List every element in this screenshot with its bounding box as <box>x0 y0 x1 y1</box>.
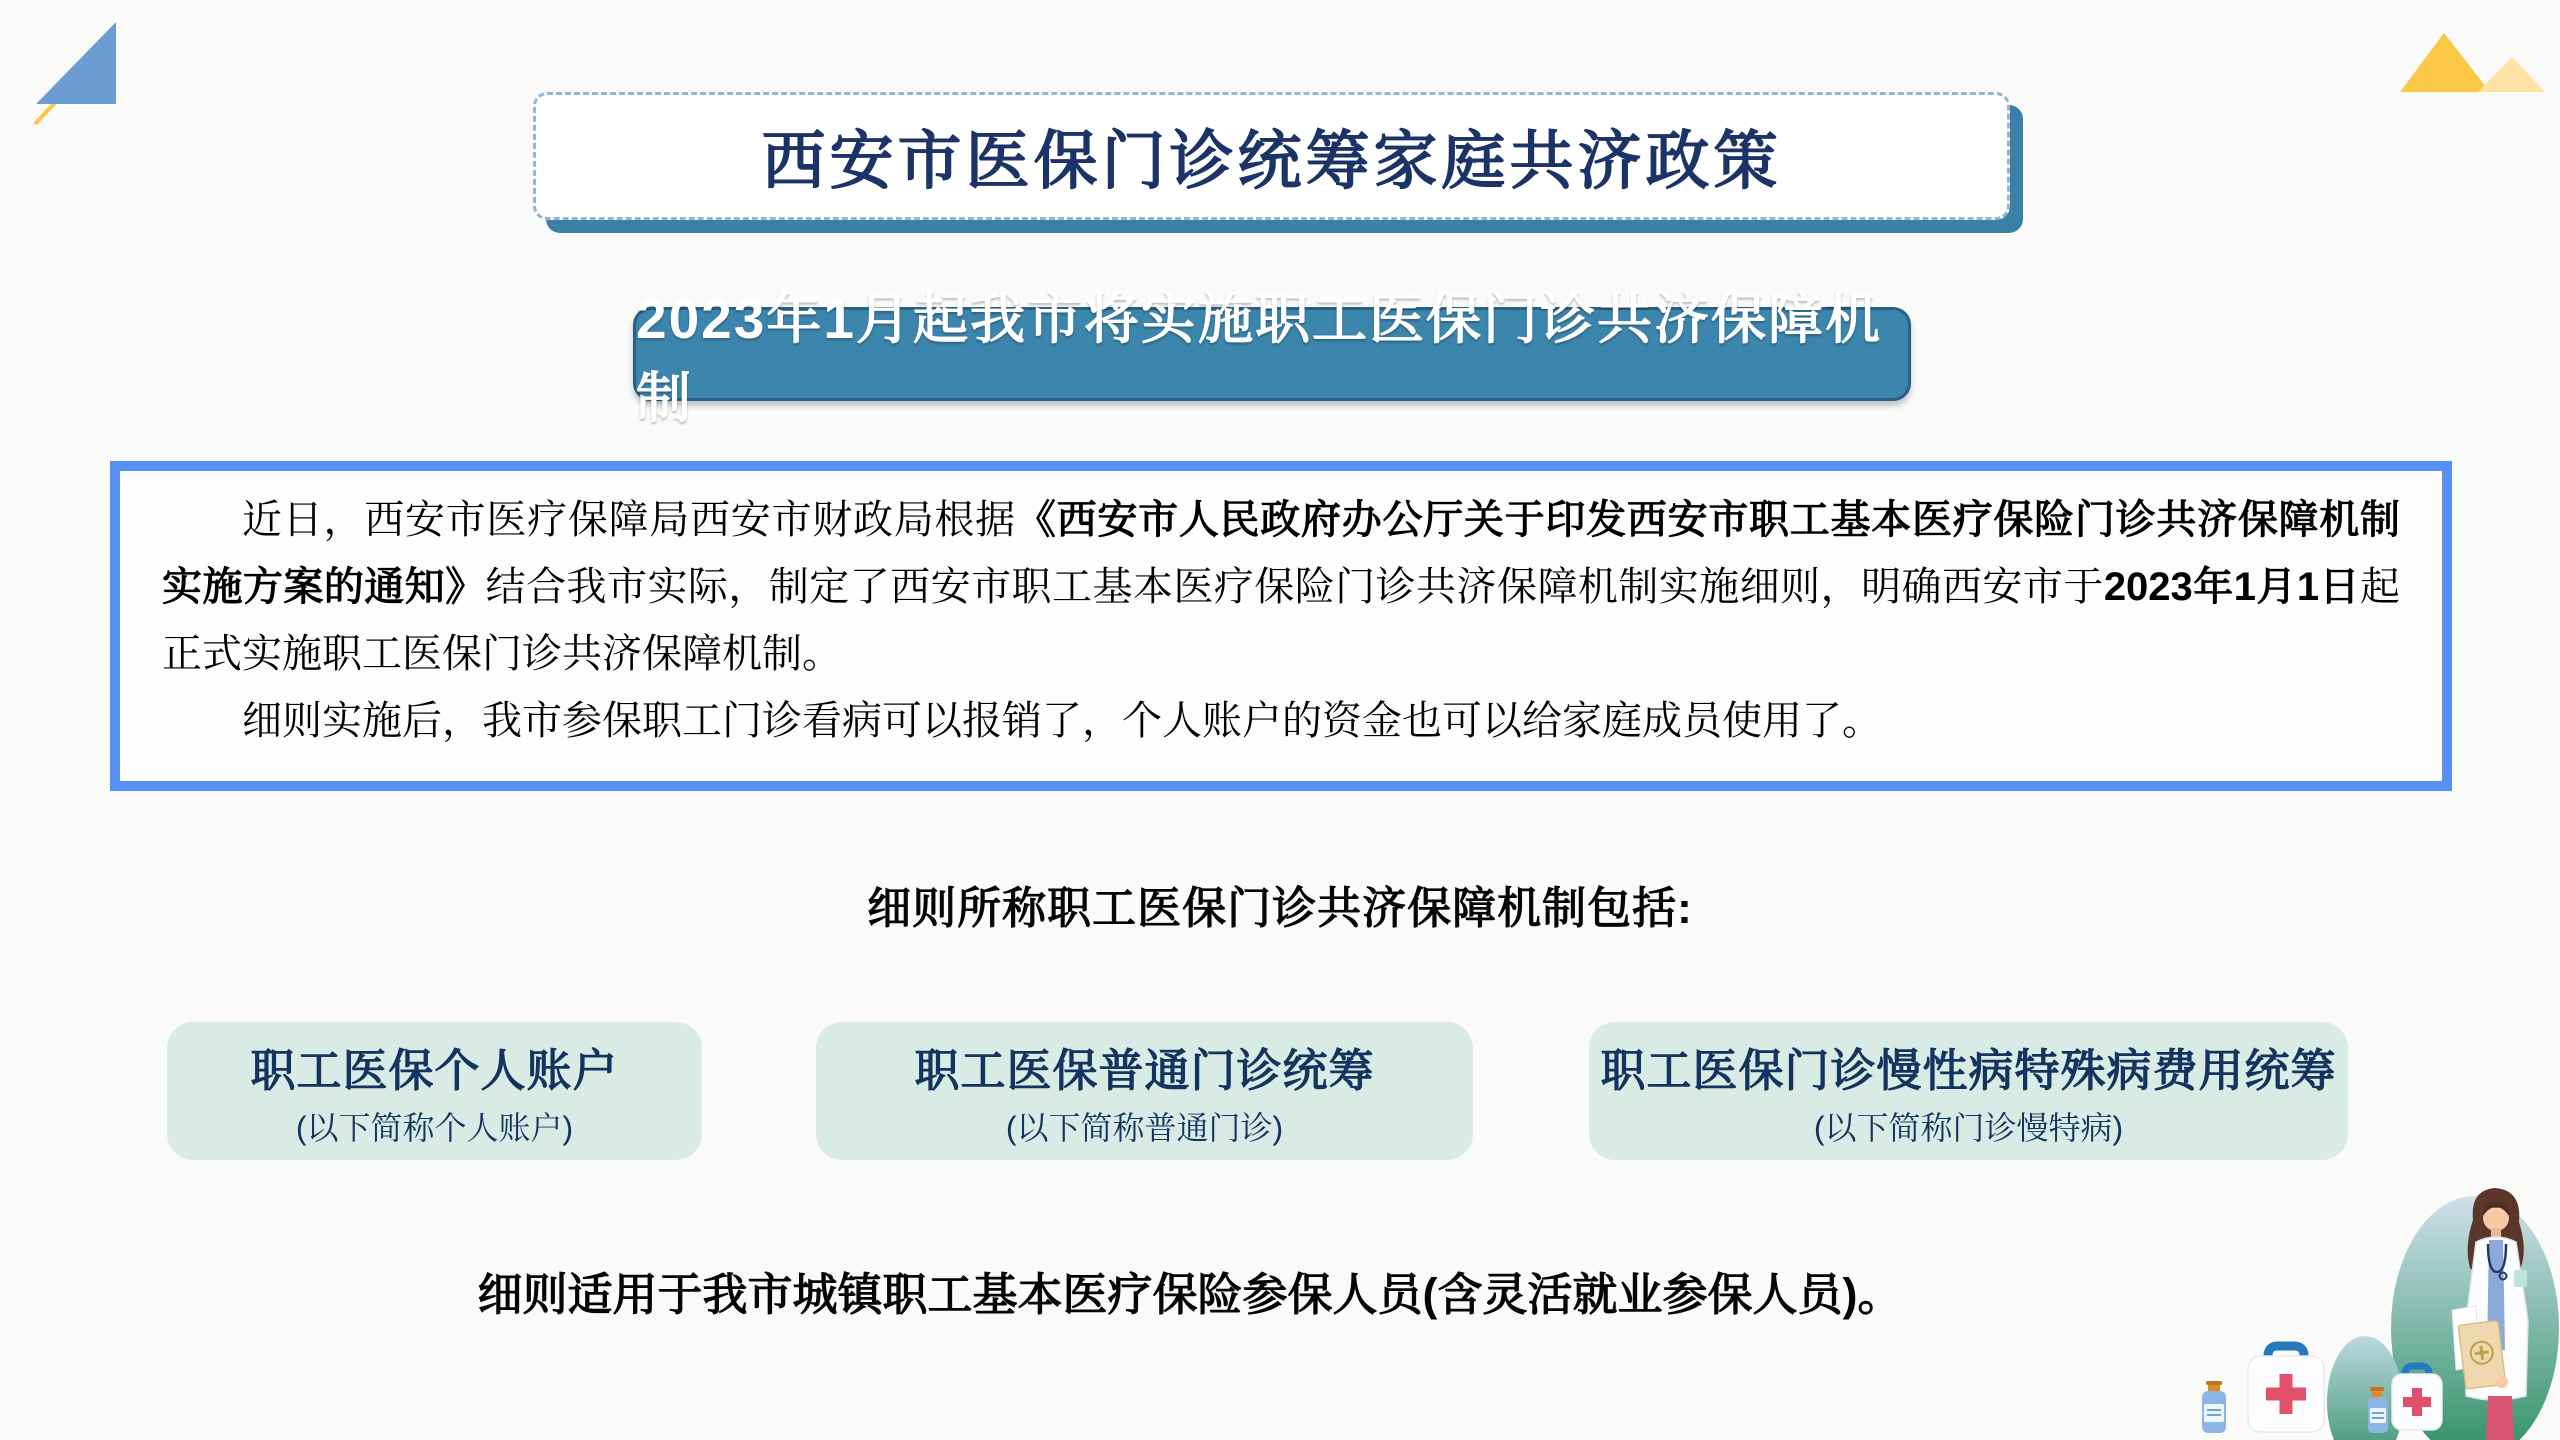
page-title: 西安市医保门诊统筹家庭共济政策 <box>761 125 1782 197</box>
notice-paragraph-2: 细则实施后，我市参保职工门诊看病可以报销了，个人账户的资金也可以给家庭成员使用了。 <box>242 699 1882 743</box>
notice-p1-tail: 起正式实施职工医保门诊共济保障机制。 <box>162 565 2401 676</box>
title-box <box>533 92 2010 220</box>
card-title: 职工医保门诊慢性病特殊病费用统筹 <box>1600 1044 2337 1096</box>
subtitle-banner-text: 2023年1月起我市将实施职工医保门诊共济保障机制 <box>636 288 1882 429</box>
card-subtitle: (以下简称个人账户) <box>295 1109 574 1146</box>
footer-note: 细则适用于我市城镇职工基本医疗保险参保人员(含灵活就业参保人员)。 <box>477 1269 1903 1320</box>
blue-triangle-icon <box>28 14 128 134</box>
doctor-illustration <box>2190 1160 2560 1440</box>
notice-p1-date: 2023年1月1日 <box>2103 565 2361 609</box>
first-aid-kit-icon <box>2248 1346 2324 1432</box>
first-aid-kit-icon <box>2392 1366 2442 1430</box>
yellow-mountains-icon <box>2393 26 2553 98</box>
notice-p1-doc-title: 《西安市人民政府办公厅关于印发西安市职工基本医疗保险门诊共济保障机制实施方案的通知》 <box>162 498 2401 609</box>
notice-p1-mid: 结合我市实际，制定了西安市职工基本医疗保险门诊共济保障机制实施细则，明确西安市于 <box>485 565 2104 609</box>
card-chronic-special-disease <box>1589 1022 2348 1160</box>
medicine-bottle-icon <box>2202 1381 2226 1433</box>
card-title: 职工医保个人账户 <box>250 1044 619 1096</box>
card-title: 职工医保普通门诊统筹 <box>914 1044 1375 1096</box>
notice-box <box>110 461 2452 791</box>
card-general-outpatient <box>816 1022 1473 1160</box>
card-personal-account <box>167 1022 702 1160</box>
notice-p1-lead: 近日，西安市医疗保障局西安市财政局根据 <box>242 498 1016 542</box>
section-heading: 细则所称职工医保门诊共济保障机制包括: <box>867 884 1693 933</box>
subtitle-banner <box>633 288 1911 429</box>
card-subtitle: (以下简称门诊慢特病) <box>1813 1109 2124 1146</box>
card-subtitle: (以下简称普通门诊) <box>1005 1109 1284 1146</box>
notice-paragraph-1 <box>162 487 2400 688</box>
